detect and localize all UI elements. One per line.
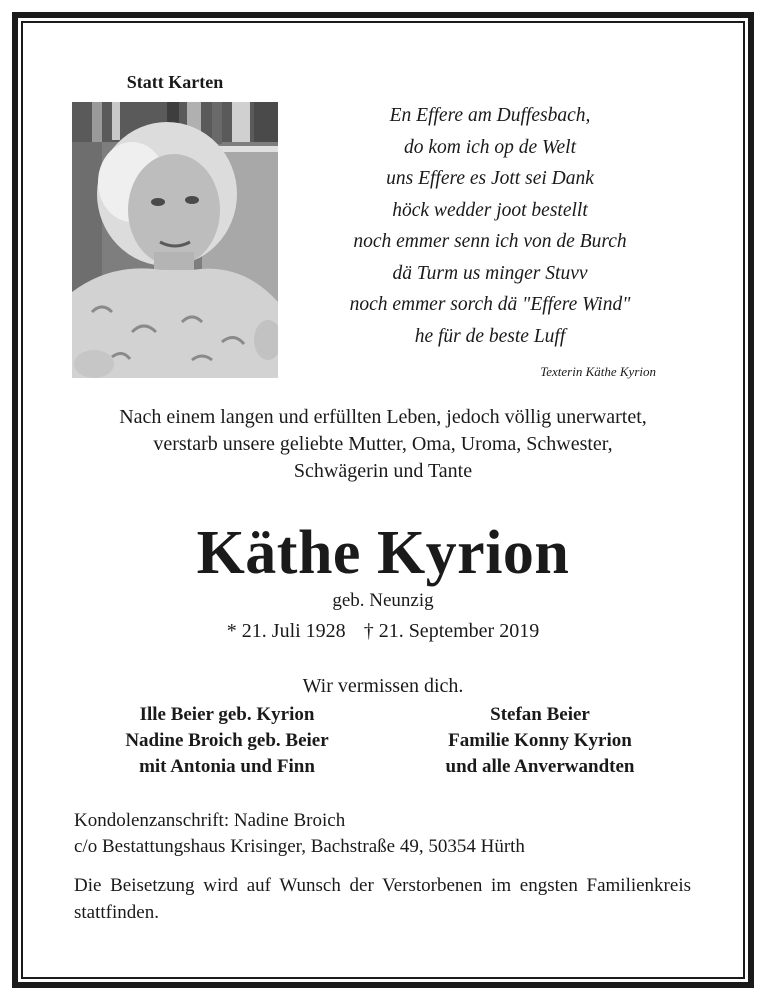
mourner-line: Ille Beier geb. Kyrion xyxy=(139,704,315,725)
burial-notice: Die Beisetzung wird auf Wunsch der Verstorbenen im engsten Familienkreis stattfinden. xyxy=(74,875,691,923)
deceased-name: Käthe Kyrion xyxy=(196,519,570,587)
portrait-photo xyxy=(72,102,278,378)
poem-line: höck wedder joot bestellt xyxy=(392,199,588,221)
poem-line: uns Effere es Jott sei Dank xyxy=(386,168,594,189)
poem xyxy=(300,100,680,352)
portrait-photo-icon xyxy=(72,102,278,378)
poem-line: noch emmer senn ich von de Burch xyxy=(353,231,627,252)
birth-date: * 21. Juli 1928 xyxy=(226,620,346,642)
intro-line: Nach einem langen und erfüllten Leben, jedoch völlig unerwartet, xyxy=(119,406,647,428)
intro-line: Schwägerin und Tante xyxy=(293,460,473,482)
poem-line: dä Turm us minger Stuvv xyxy=(392,262,588,284)
mourner-line: Nadine Broich geb. Beier xyxy=(125,730,329,751)
address-line: c/o Bestattungshaus Krisinger, Bachstraße 49, 50354 Hürth xyxy=(74,836,525,857)
mourners-left xyxy=(82,702,372,780)
poem-line: En Effere am Duffesbach, xyxy=(389,105,591,126)
mourner-line: und alle Anverwandten xyxy=(445,756,635,777)
condolence-address xyxy=(74,808,694,860)
mourner-line: mit Antonia und Finn xyxy=(139,756,315,777)
poem-line: do kom ich op de Welt xyxy=(403,136,577,158)
intro-line: verstarb unsere geliebte Mutter, Oma, Uroma, Schwester, xyxy=(153,433,613,455)
mourner-line: Familie Konny Kyrion xyxy=(448,730,632,751)
poem-credit: Texterin Käthe Kyrion xyxy=(540,364,656,379)
mourners-heading: Wir vermissen dich. xyxy=(302,675,464,697)
life-dates xyxy=(40,620,726,643)
statt-karten-label: Statt Karten xyxy=(126,72,224,92)
poem-line: he für de beste Luff xyxy=(414,325,566,347)
maiden-name: geb. Neunzig xyxy=(332,590,434,611)
poem-line: noch emmer sorch dä "Effere Wind" xyxy=(349,294,631,315)
intro-text xyxy=(40,404,726,485)
death-date: † 21. September 2019 xyxy=(363,620,540,642)
mourners-right xyxy=(395,702,685,780)
address-line: Kondolenzanschrift: Nadine Broich xyxy=(74,810,346,831)
mourner-line: Stefan Beier xyxy=(490,704,590,725)
